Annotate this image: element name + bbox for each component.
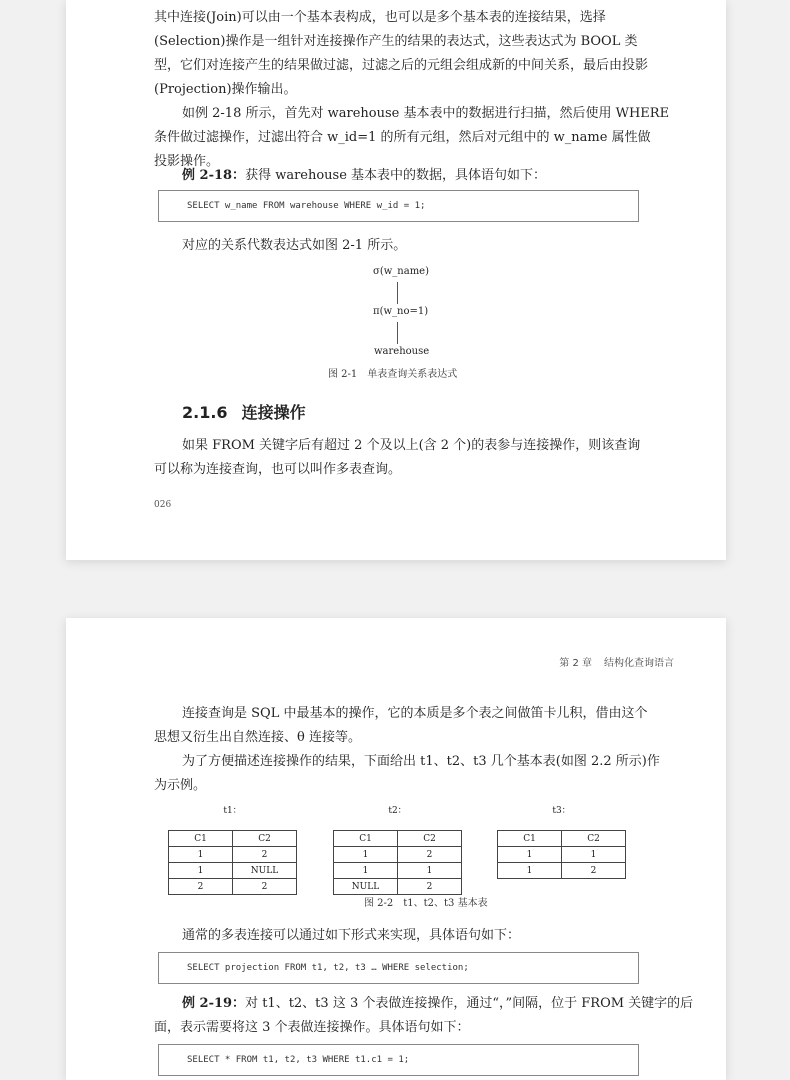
table-cell: 1 bbox=[169, 863, 233, 879]
paragraph-figure-ref bbox=[154, 234, 714, 258]
table-cell: 1 bbox=[498, 863, 562, 879]
code-text: SELECT * FROM t1, t2, t3 WHERE t1.c1 = 1; bbox=[187, 1055, 410, 1065]
table-cell: 1 bbox=[562, 847, 626, 863]
table-cell: 1 bbox=[398, 863, 462, 879]
table-cell: 1 bbox=[334, 847, 398, 863]
table-t1 bbox=[168, 804, 297, 895]
table-cell: NULL bbox=[334, 879, 398, 895]
text-line: (Selection)操作是一组针对连接操作产生的结果的表达式，这些表达式为 BOOL 类 bbox=[154, 34, 638, 49]
table-cell: 2 bbox=[233, 879, 297, 895]
table-t3 bbox=[497, 804, 626, 879]
tree-node-projection: σ(w_name) bbox=[373, 266, 429, 277]
tree-edge bbox=[397, 282, 398, 304]
table-cell: NULL bbox=[233, 863, 297, 879]
paragraph-tables-intro bbox=[154, 750, 714, 798]
table-row bbox=[169, 847, 297, 863]
text-line: 其中连接(Join)可以由一个基本表构成，也可以是多个基本表的连接结果，选择 bbox=[154, 10, 606, 25]
column-header: C1 bbox=[498, 831, 562, 847]
tree-node-warehouse: warehouse bbox=[374, 346, 430, 357]
example-label: 例 2-18： bbox=[182, 168, 246, 183]
table-cell: 1 bbox=[334, 863, 398, 879]
table-cell: 2 bbox=[169, 879, 233, 895]
header-chapter: 第 2 章 bbox=[559, 658, 592, 669]
column-header: C2 bbox=[398, 831, 462, 847]
table-row bbox=[498, 863, 626, 879]
text-line: 为了方便描述连接操作的结果，下面给出 t1、t2、t3 几个基本表(如图 2.2 所示)作 bbox=[182, 754, 660, 769]
table-t2 bbox=[333, 804, 462, 895]
text-line: 如果 FROM 关键字后有超过 2 个及以上(含 2 个)的表参与连接操作，则该查询 bbox=[182, 438, 641, 453]
book-page-026 bbox=[66, 0, 726, 560]
example-2-19-intro bbox=[154, 992, 714, 1040]
table-name: t1： bbox=[223, 806, 242, 816]
text-line: 对应的关系代数表达式如图 2-1 所示。 bbox=[182, 238, 407, 253]
paragraph-join-intro bbox=[154, 6, 714, 102]
text-line: 连接查询是 SQL 中最基本的操作，它的本质是多个表之间做笛卡儿积，借由这个 bbox=[182, 706, 648, 721]
column-header: C2 bbox=[562, 831, 626, 847]
text-line: (Projection)操作输出。 bbox=[154, 82, 297, 97]
paragraph-multi-join bbox=[154, 924, 714, 948]
text-line: 面，表示需要将这 3 个表做连接操作。具体语句如下： bbox=[154, 1020, 470, 1035]
table-name: t3： bbox=[552, 806, 571, 816]
text-line: 为示例。 bbox=[154, 778, 207, 793]
text-line: 思想又衍生出自然连接、θ 连接等。 bbox=[154, 730, 361, 745]
example-2-18-intro bbox=[154, 164, 714, 188]
table-row bbox=[169, 879, 297, 895]
text-line: 投影操作。 bbox=[154, 154, 220, 169]
table-row bbox=[498, 847, 626, 863]
table-header-row bbox=[169, 831, 297, 847]
tree-node-selection: π(w_no=1) bbox=[373, 306, 429, 317]
code-block-2-19 bbox=[158, 1044, 639, 1076]
section-title: 连接操作 bbox=[241, 403, 306, 422]
text-line: 可以称为连接查询，也可以叫作多表查询。 bbox=[154, 462, 402, 477]
table-cell: 2 bbox=[562, 863, 626, 879]
section-number: 2.1.6 bbox=[182, 403, 228, 422]
text-line: 条件做过滤操作，过滤出符合 w_id=1 的所有元组，然后对元组中的 w_name 属性做 bbox=[154, 130, 651, 145]
table-header-row bbox=[334, 831, 462, 847]
example-label: 例 2-19： bbox=[182, 996, 246, 1011]
section-heading bbox=[182, 400, 306, 423]
text-line: 通常的多表连接可以通过如下形式来实现，具体语句如下： bbox=[182, 928, 521, 943]
table-cell: 2 bbox=[398, 847, 462, 863]
code-text: SELECT projection FROM t1, t2, t3 … WHERE selection; bbox=[187, 963, 469, 973]
table-row bbox=[334, 847, 462, 863]
example-text: 对 t1、t2、t3 这 3 个表做连接操作，通过“，”间隔，位于 FROM 关键字的后 bbox=[245, 996, 694, 1011]
paragraph-join-query bbox=[154, 434, 714, 482]
table-header-row bbox=[498, 831, 626, 847]
running-header bbox=[559, 654, 674, 669]
table-row bbox=[334, 863, 462, 879]
book-page-027 bbox=[66, 618, 726, 1080]
page-number: 026 bbox=[154, 500, 172, 510]
header-title: 结构化查询语言 bbox=[604, 658, 674, 669]
text-line: 如例 2-18 所示，首先对 warehouse 基本表中的数据进行扫描，然后使用 WHERE bbox=[182, 106, 670, 121]
text-line: 型，它们对连接产生的结果做过滤，过滤之后的元组会组成新的中间关系，最后由投影 bbox=[154, 58, 649, 73]
tree-edge bbox=[397, 322, 398, 344]
code-block-general bbox=[158, 952, 639, 984]
table-cell: 2 bbox=[233, 847, 297, 863]
table-cell: 1 bbox=[498, 847, 562, 863]
column-header: C1 bbox=[334, 831, 398, 847]
table-name: t2： bbox=[388, 806, 407, 816]
table-cell: 2 bbox=[398, 879, 462, 895]
column-header: C1 bbox=[169, 831, 233, 847]
table-cell: 1 bbox=[169, 847, 233, 863]
figure-caption-2-1: 图 2-1 单表查询关系表达式 bbox=[328, 369, 458, 380]
code-block-2-18 bbox=[158, 190, 639, 222]
code-text: SELECT w_name FROM warehouse WHERE w_id = 1; bbox=[187, 201, 426, 211]
paragraph-join-essence bbox=[154, 702, 714, 750]
table-row bbox=[334, 879, 462, 895]
figure-caption-2-2: 图 2-2 t1、t2、t3 基本表 bbox=[364, 898, 488, 909]
table-row bbox=[169, 863, 297, 879]
example-text: 获得 warehouse 基本表中的数据，具体语句如下： bbox=[245, 168, 547, 183]
column-header: C2 bbox=[233, 831, 297, 847]
